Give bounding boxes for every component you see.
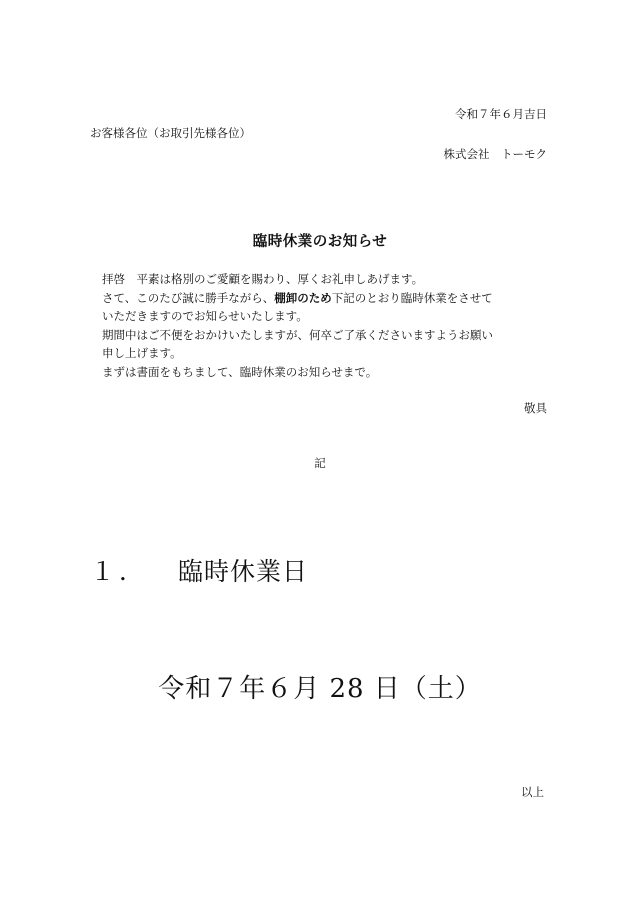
item-label: 臨時休業日 bbox=[178, 557, 309, 586]
body-text bbox=[102, 270, 552, 381]
closing-ijou: 以上 bbox=[521, 785, 544, 799]
body-line-6: まずは書面をもちまして、臨時休業のお知らせまで。 bbox=[102, 364, 378, 379]
body-line-2-post: 下記のとおり臨時休業をさせて bbox=[331, 290, 493, 305]
issue-date: 令和７年６月吉日 bbox=[455, 107, 547, 121]
closing-keigu: 敬具 bbox=[524, 401, 547, 415]
body-line-5: 申し上げます。 bbox=[102, 346, 182, 360]
body-line-2-emphasis: 棚卸のため bbox=[274, 290, 332, 305]
body-line-3: いただきますのでお知らせいたします。 bbox=[102, 309, 308, 323]
ki-marker: 記 bbox=[314, 456, 326, 470]
sender-company: 株式会社 トーモク bbox=[443, 147, 547, 161]
addressee: お客様各位（お取引先様各位） bbox=[90, 126, 251, 140]
body-line-1: 拝啓 平素は格別のご愛顧を賜わり、厚くお礼申しあげます。 bbox=[102, 272, 424, 286]
body-line-2-pre: さて、このたび誠に勝手ながら、 bbox=[102, 290, 275, 305]
item-number: １． bbox=[90, 557, 149, 586]
document-title: 臨時休業のお知らせ bbox=[252, 234, 388, 250]
body-line-4: 期間中はご不便をおかけいたしますが、何卒ご了承くださいますようお願い bbox=[102, 327, 493, 342]
body-line-2 bbox=[102, 289, 552, 308]
holiday-date: 令和７年６月 28 日（土） bbox=[158, 674, 482, 704]
